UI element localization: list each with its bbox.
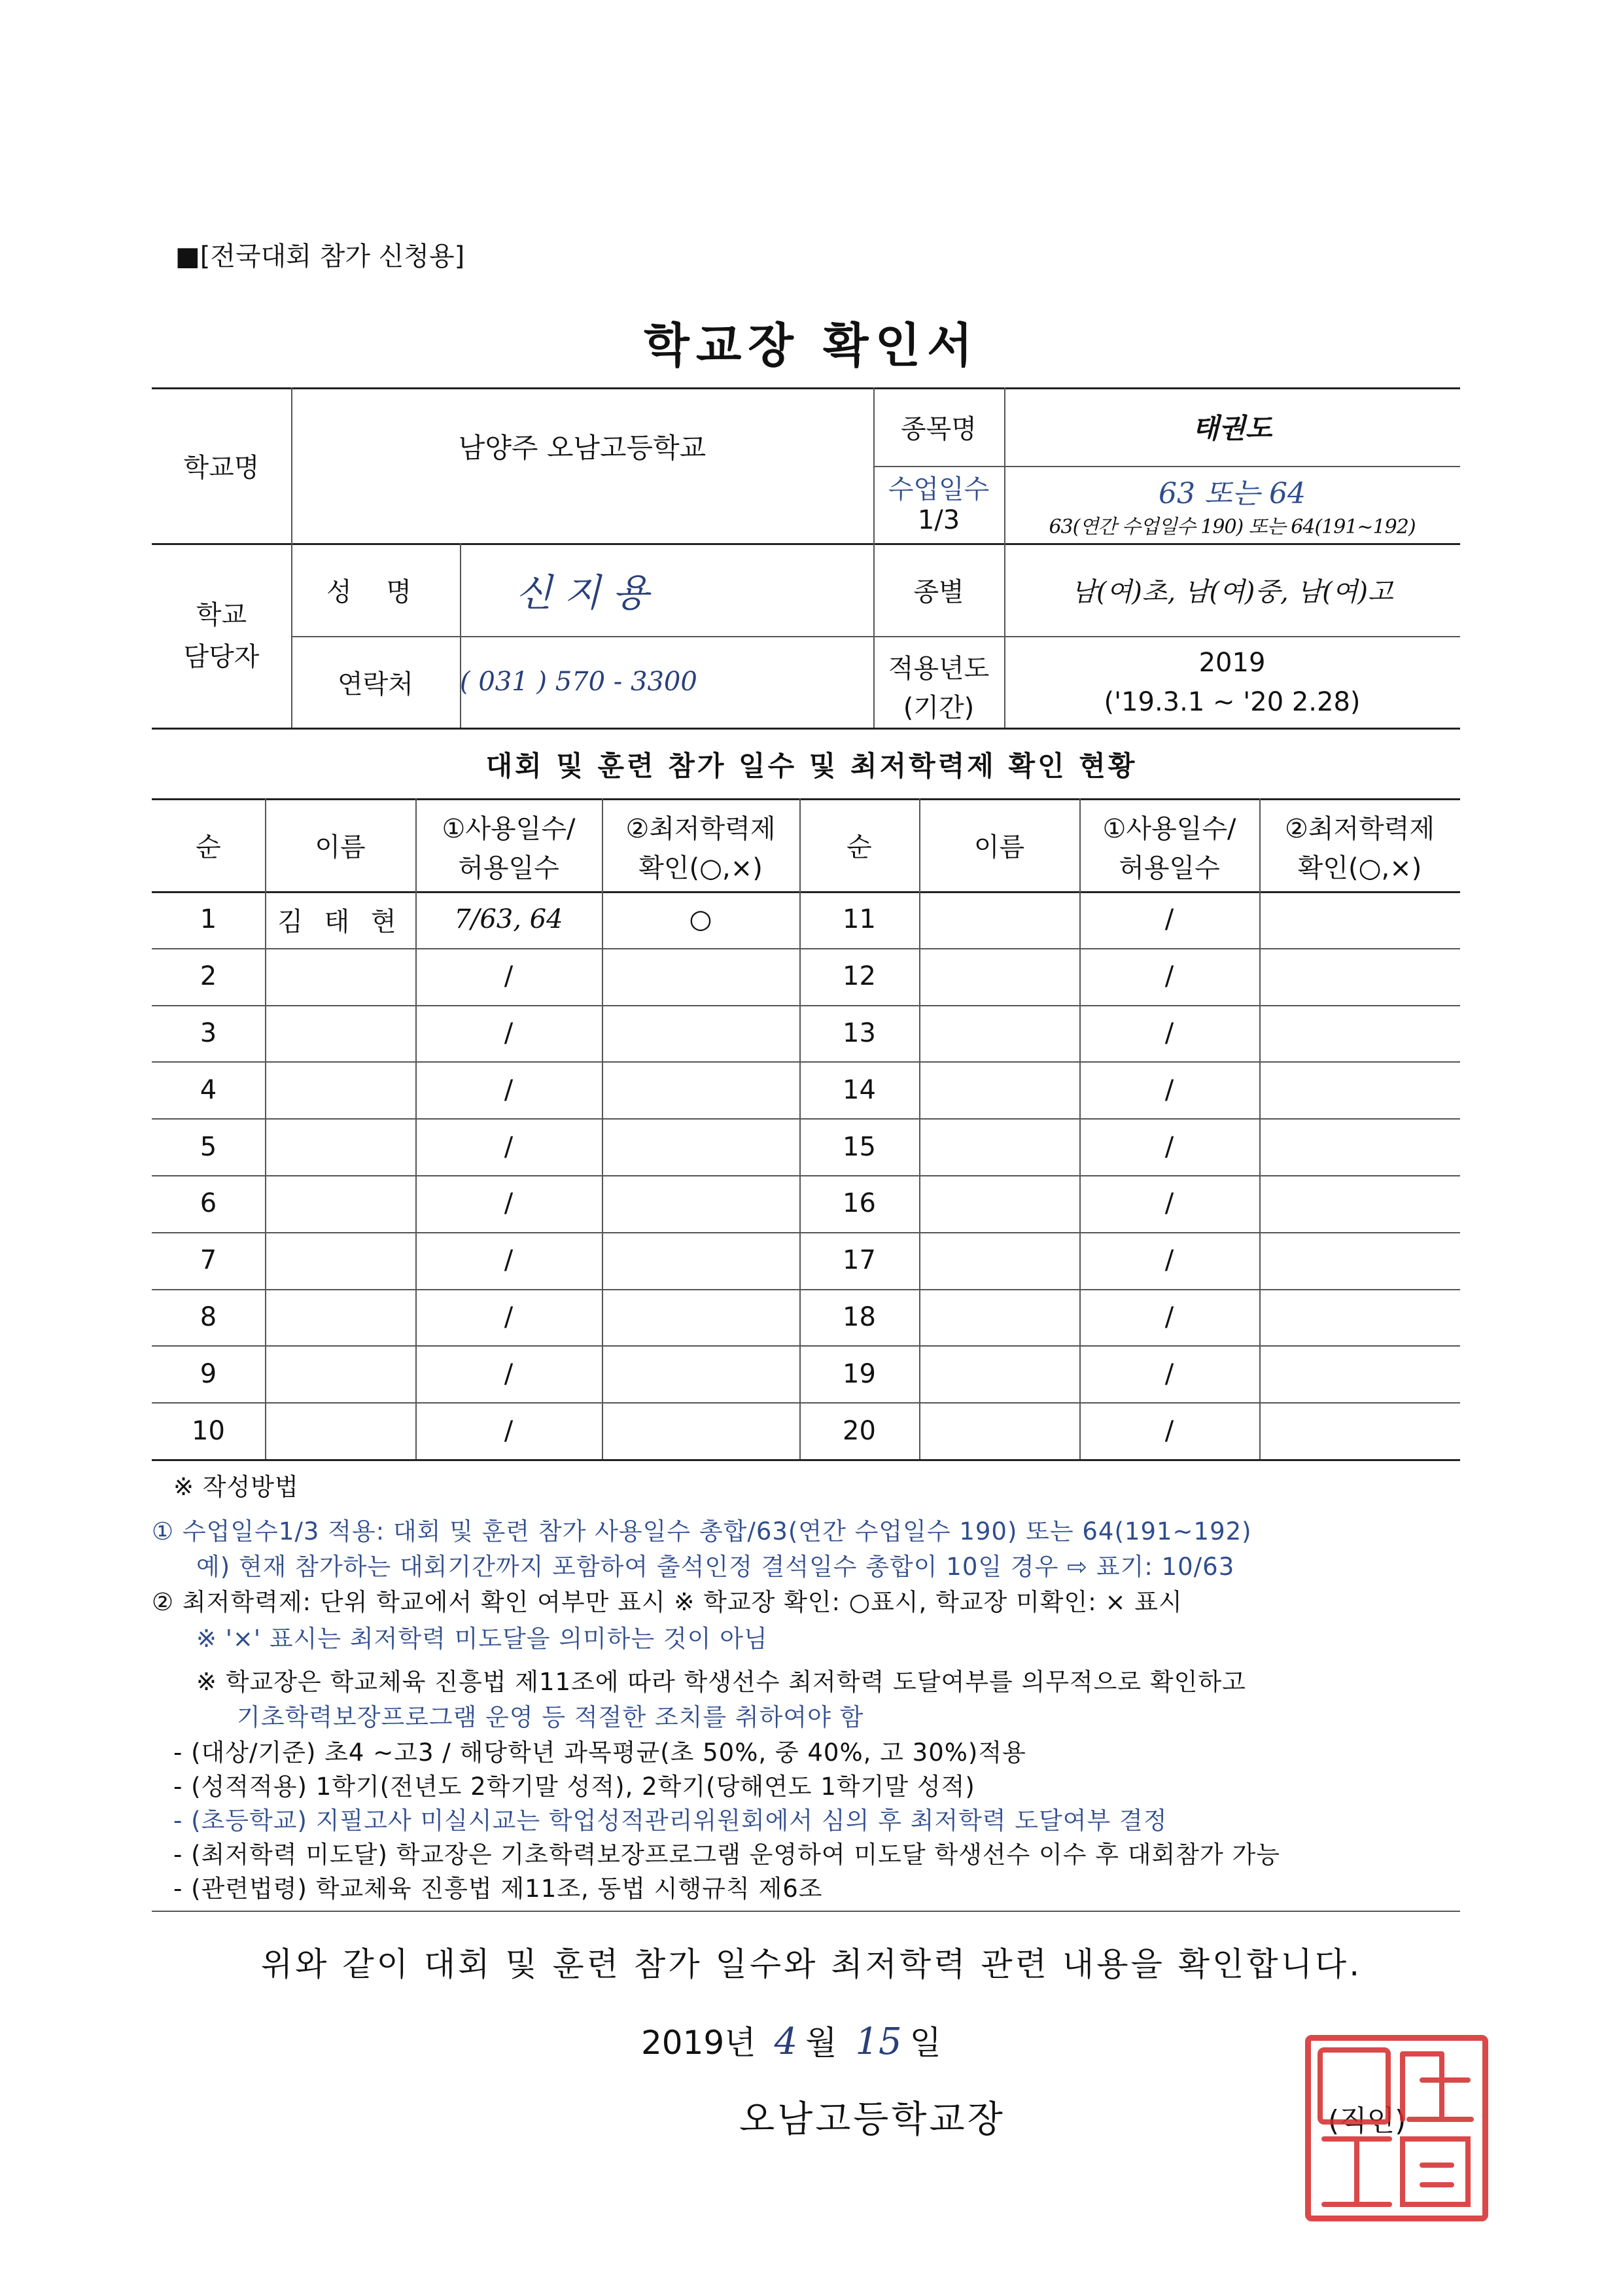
form-type-tag: ■[전국대회 참가 신청용] [175, 241, 465, 272]
header-check: ②최저학력제 [625, 814, 776, 844]
manager-name-value: 신지용 [515, 571, 661, 615]
note-item: 예) 현재 참가하는 대회기간까지 포함하여 출석인정 결석일수 총합이 10일 경우 ⇨ 표기: 10/63 [196, 1553, 1235, 1581]
row-number: 10 [192, 1415, 225, 1446]
signer-name: 오남고등학교장 [739, 2098, 1005, 2141]
row-name [265, 1061, 415, 1118]
class-days-ratio-label: 1/3 [917, 505, 960, 535]
row-name [919, 1061, 1079, 1118]
note-item: - (초등학교) 지필고사 미실시교는 학업성적관리위원회에서 심의 후 최저학력 도달여부 결정 [173, 1807, 1168, 1835]
row-days-used: / [1164, 1131, 1174, 1162]
gender-value: 남(여)초, 남(여)중, 남(여)고 [1071, 576, 1393, 607]
row-days-used: / [504, 1358, 514, 1389]
row-grade-check [1259, 1118, 1460, 1175]
row-number: 11 [843, 904, 876, 935]
row-name [265, 1402, 415, 1459]
row-days-used: / [1164, 1301, 1174, 1332]
note-item: ※ 학교장은 학교체육 진흥법 제11조에 따라 학생선수 최저학력 도달여부를 의무적으로 확인하고 [196, 1668, 1246, 1696]
row-days-used: / [1164, 904, 1174, 935]
manager-label-2: 담당자 [183, 642, 260, 672]
period-value: ('19.3.1 ~ '20 2.28) [1104, 687, 1361, 717]
row-name [265, 948, 415, 1005]
row-number: 6 [200, 1188, 217, 1219]
row-name: 김 태 현 [277, 906, 403, 937]
row-grade-check [602, 1175, 799, 1232]
row-number: 8 [200, 1301, 217, 1332]
row-name [919, 891, 1079, 948]
row-days-used: / [504, 961, 514, 992]
table-border [152, 728, 1460, 730]
header-check: ②최저학력제 [1284, 814, 1435, 844]
row-days-used: / [504, 1017, 514, 1048]
row-days-used: 7/63, 64 [454, 904, 563, 935]
sport-label: 종목명 [901, 414, 977, 444]
row-days-used: / [1164, 1074, 1174, 1105]
date-year: 2019년 [641, 2024, 756, 2062]
row-name [919, 1232, 1079, 1289]
confirmation-statement: 위와 같이 대회 및 훈련 참가 일수와 최저학력 관련 내용을 확인합니다. [260, 1945, 1363, 1983]
gender-label: 종별 [913, 576, 964, 607]
row-grade-check: ○ [689, 904, 712, 935]
row-grade-check [1259, 1402, 1460, 1459]
row-name [265, 1175, 415, 1232]
row-days-used: / [1164, 1017, 1174, 1048]
manager-name-label: 성 명 [326, 576, 425, 607]
row-number: 19 [843, 1358, 876, 1389]
date-month-unit: 월 [805, 2024, 837, 2062]
row-grade-check [1259, 1232, 1460, 1289]
header-name: 이름 [315, 832, 366, 862]
header-days-2: 허용일수 [458, 853, 559, 883]
note-item: ① 수업일수1/3 적용: 대회 및 훈련 참가 사용일수 총합/63(연간 수업일수 190) 또는 64(191~192) [152, 1517, 1252, 1545]
year-value: 2019 [1198, 648, 1266, 678]
manager-label: 학교 [196, 600, 247, 630]
contact-value: ( 031 ) 570 - 3300 [460, 667, 697, 697]
header-check-2: 확인(○,×) [638, 853, 763, 883]
row-number: 18 [843, 1301, 876, 1332]
row-name [919, 948, 1079, 1005]
row-days-used: / [1164, 1415, 1174, 1446]
contact-label: 연락처 [338, 669, 413, 699]
row-grade-check [602, 1005, 799, 1062]
row-grade-check [1259, 948, 1460, 1005]
note-item: - (성적적용) 1학기(전년도 2학기말 성적), 2학기(당해연도 1학기말 성적) [173, 1773, 975, 1801]
note-item: 기초학력보장프로그램 운영 등 적절한 조치를 취하여야 함 [237, 1703, 864, 1731]
row-days-used: / [1164, 1188, 1174, 1219]
date-day-unit: 일 [909, 2024, 941, 2062]
row-grade-check [1259, 1175, 1460, 1232]
row-name [919, 1118, 1079, 1175]
seal-glyphs [1311, 2041, 1482, 2216]
row-number: 2 [200, 961, 217, 992]
class-days-note: 63(연간 수업일수 190) 또는 64(191~192) [1049, 516, 1416, 539]
row-number: 14 [843, 1074, 876, 1105]
notes-heading: ※ 작성방법 [173, 1473, 299, 1501]
row-grade-check [602, 1289, 799, 1346]
header-no: 순 [196, 832, 221, 862]
row-name [919, 1345, 1079, 1402]
section-title: 대회 및 훈련 참가 일수 및 최저학력제 확인 현황 [485, 750, 1138, 782]
row-days-used: / [504, 1131, 514, 1162]
official-seal [1305, 2035, 1488, 2221]
row-grade-check [602, 1118, 799, 1175]
row-name [919, 1005, 1079, 1062]
row-days-used: / [504, 1415, 514, 1446]
row-number: 20 [843, 1415, 876, 1446]
row-days-used: / [1164, 1358, 1174, 1389]
row-name [265, 1345, 415, 1402]
row-days-used: / [504, 1188, 514, 1219]
row-name [265, 1118, 415, 1175]
class-days-label: 수업일수 [888, 474, 990, 504]
sport-value: 태권도 [1192, 412, 1272, 444]
date-day: 15 [855, 2021, 902, 2063]
header-no: 순 [846, 832, 872, 862]
row-number: 5 [200, 1131, 217, 1162]
row-grade-check [1259, 891, 1460, 948]
note-item: ※ '×' 표시는 최저학력 미도달을 의미하는 것이 아님 [196, 1625, 768, 1653]
row-grade-check [602, 1402, 799, 1459]
row-days-used: / [504, 1301, 514, 1332]
row-number: 17 [843, 1245, 876, 1276]
row-number: 4 [200, 1074, 217, 1105]
row-name [265, 1005, 415, 1062]
school-name-value: 남양주 오남고등학교 [458, 432, 707, 464]
row-number: 1 [200, 904, 217, 935]
note-item: - (관련법령) 학교체육 진흥법 제11조, 동법 시행규칙 제6조 [173, 1875, 823, 1903]
row-number: 9 [200, 1358, 217, 1389]
note-item: ② 최저학력제: 단위 학교에서 확인 여부만 표시 ※ 학교장 확인: ○표시, 학교장 미확인: × 표시 [152, 1588, 1183, 1616]
row-name [919, 1289, 1079, 1346]
page-title: 학교장 확인서 [644, 318, 979, 373]
row-number: 12 [843, 961, 876, 992]
row-grade-check [1259, 1289, 1460, 1346]
header-name: 이름 [973, 832, 1025, 862]
row-name [919, 1402, 1079, 1459]
header-check-2: 확인(○,×) [1297, 853, 1422, 883]
table-divider [873, 466, 1460, 467]
row-grade-check [602, 1345, 799, 1402]
row-grade-check [602, 1232, 799, 1289]
row-number: 16 [843, 1188, 876, 1219]
row-grade-check [602, 948, 799, 1005]
row-grade-check [1259, 1345, 1460, 1402]
table-border [152, 1459, 1460, 1461]
row-grade-check [602, 1061, 799, 1118]
header-days-2: 허용일수 [1119, 853, 1220, 883]
row-number: 3 [200, 1017, 217, 1048]
header-days: ①사용일수/ [442, 814, 576, 844]
row-grade-check [1259, 1061, 1460, 1118]
period-label: (기간) [903, 693, 975, 723]
row-number: 7 [200, 1245, 217, 1276]
row-number: 15 [843, 1131, 876, 1162]
row-days-used: / [1164, 961, 1174, 992]
date-month: 4 [774, 2021, 798, 2063]
header-days: ①사용일수/ [1102, 814, 1236, 844]
row-grade-check [1259, 1005, 1460, 1062]
seal-label: (직인) [1328, 2104, 1406, 2138]
row-days-used: / [504, 1245, 514, 1276]
row-days-used: / [1164, 1245, 1174, 1276]
row-name [919, 1175, 1079, 1232]
row-number: 13 [843, 1017, 876, 1048]
note-item: - (최저학력 미도달) 학교장은 기초학력보장프로그램 운영하여 미도달 학생선수 이수 후 대회참가 가능 [173, 1841, 1281, 1869]
row-name [265, 1289, 415, 1346]
note-item: - (대상/기준) 초4 ~고3 / 해당학년 과목평균(초 50%, 중 40%, 고 30%)적용 [173, 1739, 1026, 1767]
class-days-value: 63 또는 64 [1159, 477, 1306, 510]
row-name [265, 1232, 415, 1289]
row-days-used: / [504, 1074, 514, 1105]
school-name-label: 학교명 [183, 452, 260, 483]
year-label: 적용년도 [888, 654, 990, 684]
issue-date [641, 2017, 941, 2064]
divider [152, 1911, 1460, 1912]
